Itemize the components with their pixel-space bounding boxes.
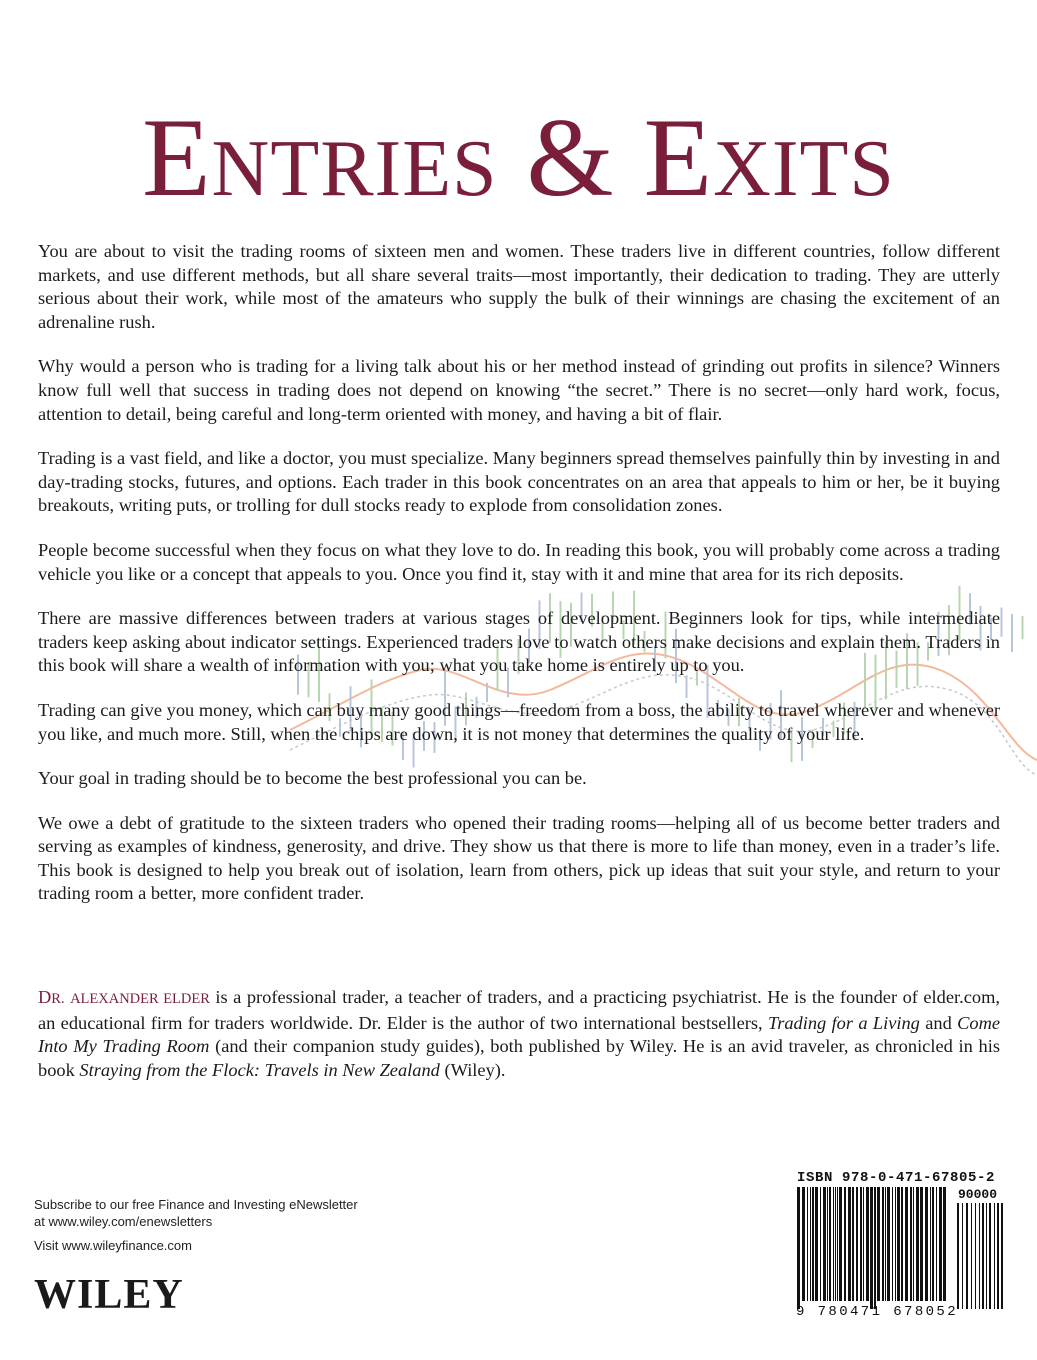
newsletter-prefix: at [34,1214,49,1229]
barcode-bar [943,1187,946,1301]
barcode-bar [887,1187,890,1301]
barcode-addon-bar [966,1203,968,1309]
barcode-bar [877,1187,880,1301]
title-word-exits: XITS [713,125,895,213]
barcode-bar [848,1187,851,1301]
barcode-bar [930,1187,931,1301]
book-title [0,98,1037,229]
barcode-addon-bar [994,1203,995,1309]
barcode-bar [939,1187,942,1301]
author-bio-text-2: and [919,1012,958,1033]
barcode-bar [823,1187,826,1301]
barcode-bar [916,1187,919,1301]
barcode-bar [870,1187,873,1309]
price-code: 90000 [958,1187,998,1202]
paragraph-3: Trading is a vast field, and like a doctor, you must specialize. Many beginners spread themselves painfully thin by investing in and day-trading stocks, futures, and options. Each trader in this book concentrates on an area that appeals to him or her, be it buying breakouts, writing puts, or trolling for dull stocks ready to explode from consolidation zones. [38,448,1000,516]
barcode-bar [892,1187,893,1301]
barcode-bar [882,1187,884,1301]
barcode-addon-bar [971,1203,972,1309]
visit-prefix: Visit [34,1238,62,1253]
barcode-bar [913,1187,914,1301]
barcode-bar [812,1187,814,1301]
newsletter-line-2 [34,1213,454,1230]
newsletter-line-1: Subscribe to our free Finance and Investing eNewsletter [34,1197,358,1212]
newsletter-url-link[interactable]: www.wiley.com/enewsletters [48,1214,213,1229]
barcode-bar [885,1187,886,1301]
barcode-bar [810,1187,811,1301]
description-body [38,240,1000,927]
barcode-bar [807,1187,808,1301]
barcode-addon-bar [986,1203,987,1309]
barcode-bar [905,1187,908,1301]
barcode-bar [839,1187,842,1301]
paragraph-8: We owe a debt of gratitude to the sixteen traders who opened their trading rooms—helping all of us become better traders and serving as examples of kindness, generosity, and drive. They show us that there is more to life than money, even in a trader’s life. This book is designed to help you break out of isolation, learn from others, pick up ideas that suit your style, and return to your trading room a better, more confident trader. [38,812,1000,904]
title-initial-e2: E [643,96,714,220]
author-name-text: ALEXANDER ELDER [70,991,210,1007]
barcode-addon-bar [979,1203,980,1309]
barcode-bar [910,1187,912,1301]
author-bio-text-3: (and their companion study guides), both published by Wiley. He is an avid traveler, as chronicled in his book [38,1036,1000,1080]
barcode-bars-addon [957,1203,1003,1309]
title-ampersand: & [526,96,615,220]
barcode-bar [829,1187,831,1301]
barcode-bar [797,1187,800,1309]
barcode-bar [863,1187,864,1301]
barcode-addon-bar [982,1203,984,1309]
barcode-bar [936,1187,937,1301]
barcode-bar [856,1187,858,1301]
barcode-bar [802,1187,805,1301]
paragraph-1: You are about to visit the trading rooms of sixteen men and women. These traders live in different countries, follow different markets, and use different methods, but all share several traits—most importantly, their dedication to trading. They are utterly serious about their work, while most of the amateurs who supply the bulk of their winnings are chasing the excitement of an adrenaline rush. [38,241,1000,332]
barcode-bar [866,1187,869,1301]
barcode-bar [932,1187,934,1301]
newsletter-promo [34,1196,454,1230]
barcode-bar [827,1187,828,1301]
barcode-bar [844,1187,846,1301]
book-title-trading-for-a-living: Trading for a Living [767,1012,920,1033]
barcode-bar [815,1187,818,1301]
barcode-bar [901,1187,903,1301]
barcode-bar [874,1187,876,1309]
barcode-addon-bar [989,1203,991,1309]
title-word-entries: NTRIES [211,125,498,213]
ean-digits: 9 780471 678052 [796,1304,959,1320]
author-bio [38,986,1000,1082]
author-bio-text-1: is a professional trader, a teacher of traders, and a practicing psychiatrist. He is the founder of elder.com, an educational firm for traders worldwide. Dr. Elder is the author of two international bestsellers, [38,987,1000,1033]
author-bio-text-4: (Wiley). [439,1059,506,1080]
barcode-addon-bar [962,1203,963,1309]
paragraph-2: Why would a person who is trading for a living talk about his or her method instead of grinding out profits in silence? Winners know full well that success in trading does not depend on knowing “the secret.” There is no secret—only hard work, focus, attention to detail, being careful and long-term oriented with money, and having a bit of flair. [38,356,1000,424]
barcode-bar [852,1187,854,1301]
barcode-bar [837,1187,838,1301]
author-prefix-initial: D [38,987,52,1007]
barcode-addon-bar [1001,1203,1003,1309]
barcode-bar [897,1187,900,1301]
barcode-bar [925,1187,928,1301]
author-name [38,987,210,1007]
paragraph-4: People become successful when they focus on what they love to do. In reading this book, you will probably come across a trading vehicle you like or a concept that appeals to you. Once you find it, stay with it and mine that area for its rich deposits. [38,539,1000,584]
paragraph-6: Trading can give you money, which can buy many good things—freedom from a boss, the ability to travel wherever and whenever you like, and much more. Still, when the chips are down, it is not money that determines the quality of your life. [38,699,1000,744]
book-title-straying-from-the-flock: Straying from the Flock: Travels in New Zealand [79,1059,440,1080]
author-prefix-rest: R. [51,991,65,1007]
book-title-come-into-my-trading-room: Come Into My Trading Room [38,1012,1001,1057]
paragraph-5: There are massive differences between traders at various stages of development. Beginners look for tips, while intermediate traders keep asking about indicator settings. Experienced traders love to watch others make decisions and explain them. Traders in this book will share a wealth of information with you; what you take home is entirely up to you. [38,608,1000,676]
isbn-number: ISBN 978-0-471-67805-2 [797,1170,996,1186]
title-initial-e: E [142,96,212,220]
barcode-bar [833,1187,834,1301]
paragraph-7: Your goal in trading should be to become the best professional you can be. [38,768,587,789]
barcode-bars-main [797,1187,946,1309]
barcode-icon [797,1187,1003,1309]
barcode-bar [835,1187,836,1301]
barcode-bar [895,1187,896,1301]
barcode-bar [860,1187,862,1301]
barcode-bar [820,1187,821,1301]
barcode-bar [920,1187,923,1301]
wiley-finance-url-link[interactable]: www.wileyfinance.com [61,1238,192,1253]
visit-website [34,1237,454,1254]
barcode-addon-bar [997,1203,999,1309]
barcode-addon-bar [975,1203,976,1309]
publisher-logo: WILEY [34,1272,184,1318]
barcode-addon-bar [957,1203,959,1309]
